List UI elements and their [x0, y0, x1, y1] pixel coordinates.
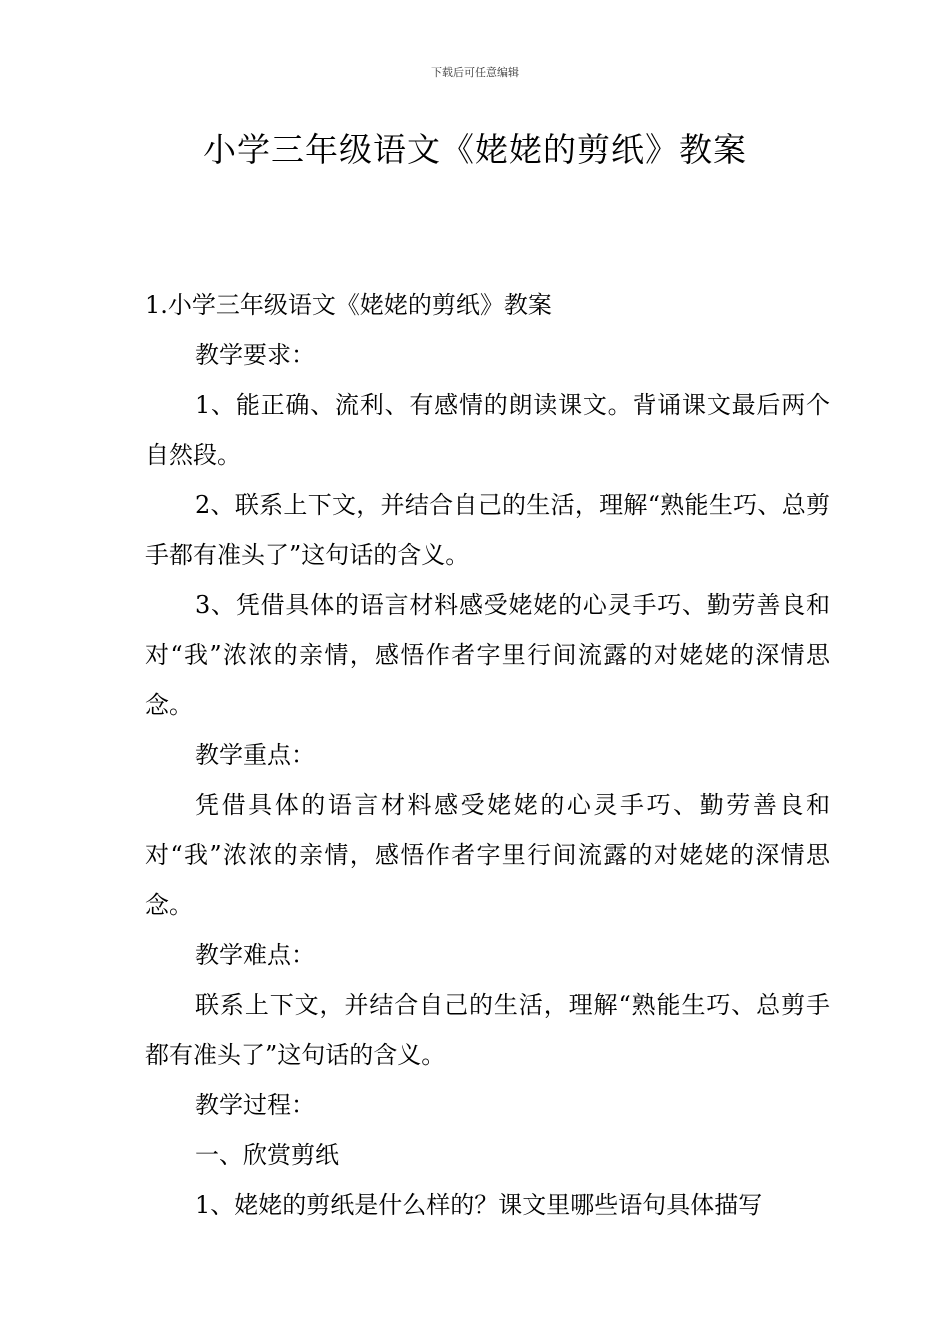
section-1-heading: 一、欣赏剪纸: [195, 1141, 339, 1169]
key-points-label: 教学重点：: [195, 741, 315, 769]
requirement-2: 2、联系上下文，并结合自己的生活，理解“熟能生巧、总剪手都有准头了”这句话的含义。: [145, 491, 830, 569]
step-1: 1、姥姥的剪纸是什么样的？课文里哪些语句具体描写: [195, 1191, 763, 1219]
difficulties-text: 联系上下文，并结合自己的生活，理解“熟能生巧、总剪手都有准头了”这句话的含义。: [145, 991, 830, 1069]
document-body: [145, 280, 830, 1230]
requirement-3: 3、凭借具体的语言材料感受姥姥的心灵手巧、勤劳善良和对“我”浓浓的亲情，感悟作者字里行间流露的对姥姥的深情思念。: [145, 591, 830, 719]
key-points-text: 凭借具体的语言材料感受姥姥的心灵手巧、勤劳善良和对“我”浓浓的亲情，感悟作者字里行间流露的对姥姥的深情思念。: [145, 791, 830, 919]
difficulties-label: 教学难点：: [195, 941, 315, 969]
requirements-label: 教学要求：: [195, 341, 315, 369]
section-heading: 1.小学三年级语文《姥姥的剪纸》教案: [145, 291, 552, 319]
header-note: 下载后可任意编辑: [431, 66, 519, 79]
document-title: 小学三年级语文《姥姥的剪纸》教案: [203, 130, 747, 169]
requirement-1: 1、能正确、流利、有感情的朗读课文。背诵课文最后两个自然段。: [145, 391, 830, 469]
process-label: 教学过程：: [195, 1091, 315, 1119]
